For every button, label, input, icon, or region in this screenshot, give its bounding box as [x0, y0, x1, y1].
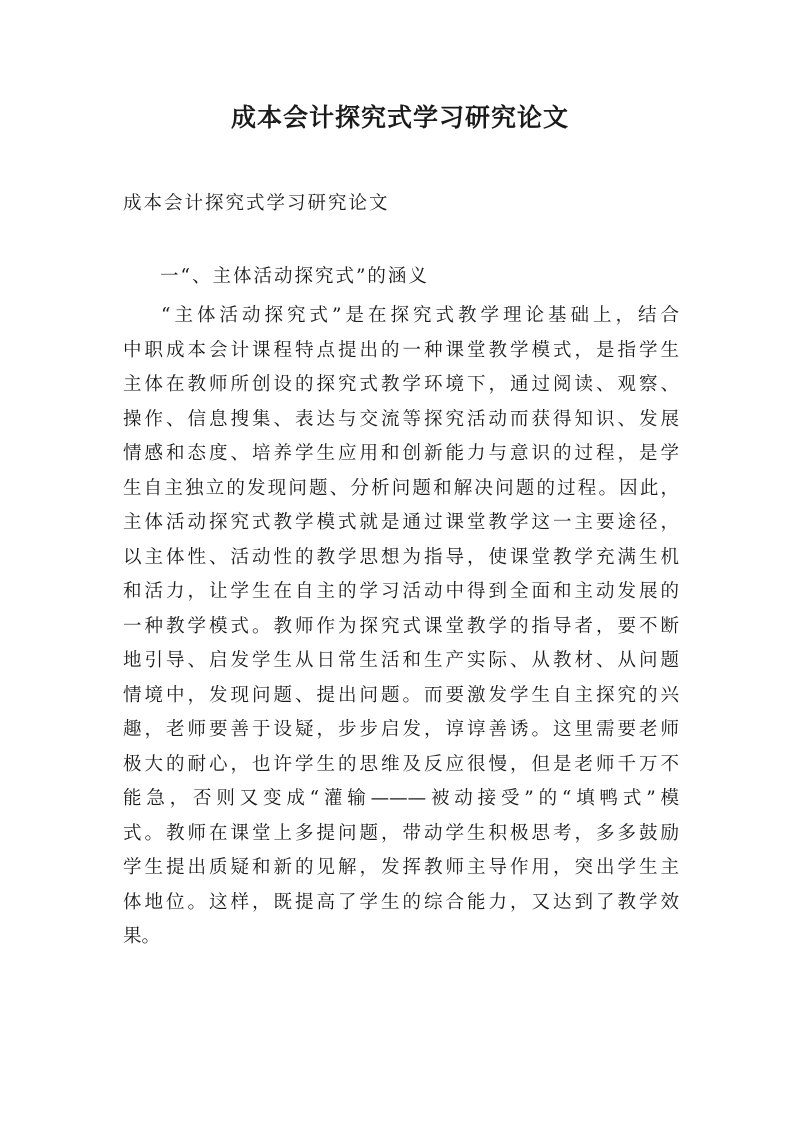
- paragraph-line: 果。: [123, 926, 161, 947]
- paragraph-line: 生自主独立的发现问题、分析问题和解决问题的过程。因此，: [123, 477, 679, 499]
- paragraph-line: 学生提出质疑和新的见解，发挥教师主导作用，突出学生主: [123, 857, 679, 878]
- paragraph-line: 一种教学模式。教师作为探究式课堂教学的指导者，要不断: [123, 615, 679, 637]
- paragraph-line: 式。教师在课堂上多提问题，带动学生积极思考，多多鼓励: [123, 822, 679, 844]
- section-heading: 一“、主体活动探究式”的涵义: [160, 266, 429, 287]
- paragraph-line: 体地位。这样，既提高了学生的综合能力，又达到了教学效: [123, 891, 679, 913]
- paragraph-line: 操作、信息搜集、表达与交流等探究活动而获得知识、发展: [123, 408, 679, 430]
- document-subtitle: 成本会计探究式学习研究论文: [123, 193, 390, 214]
- paragraph-line: 趣，老师要善于设疑，步步启发，谆谆善诱。这里需要老师: [123, 719, 679, 740]
- paragraph-line: 以主体性、活动性的教学思想为指导，使课堂教学充满生机: [123, 546, 679, 568]
- paragraph-line: 主体在教师所创设的探究式教学环境下，通过阅读、观察、: [123, 374, 679, 395]
- paragraph-line: 情境中，发现问题、提出问题。而要激发学生自主探究的兴: [123, 684, 679, 706]
- body-paragraph: [123, 299, 679, 955]
- paragraph-line: 主体活动探究式教学模式就是通过课堂教学这一主要途径，: [123, 512, 679, 533]
- paragraph-line: 情感和态度、培养学生应用和创新能力与意识的过程，是学: [123, 443, 679, 464]
- paragraph-line: “主体活动探究式”是在探究式教学理论基础上，结合: [161, 305, 679, 326]
- paragraph-line: 和活力，让学生在自主的学习活动中得到全面和主动发展的: [123, 581, 679, 602]
- paragraph-line: 极大的耐心，也许学生的思维及反应很慢，但是老师千万不: [123, 753, 679, 775]
- document-title: 成本会计探究式学习研究论文: [230, 103, 569, 132]
- paragraph-line: 能急，否则又变成“灌输———被动接受”的“填鸭式”模: [123, 788, 679, 809]
- paragraph-line: 中职成本会计课程特点提出的一种课堂教学模式，是指学生: [123, 339, 679, 361]
- paragraph-line: 地引导、启发学生从日常生活和生产实际、从教材、从问题: [123, 650, 679, 671]
